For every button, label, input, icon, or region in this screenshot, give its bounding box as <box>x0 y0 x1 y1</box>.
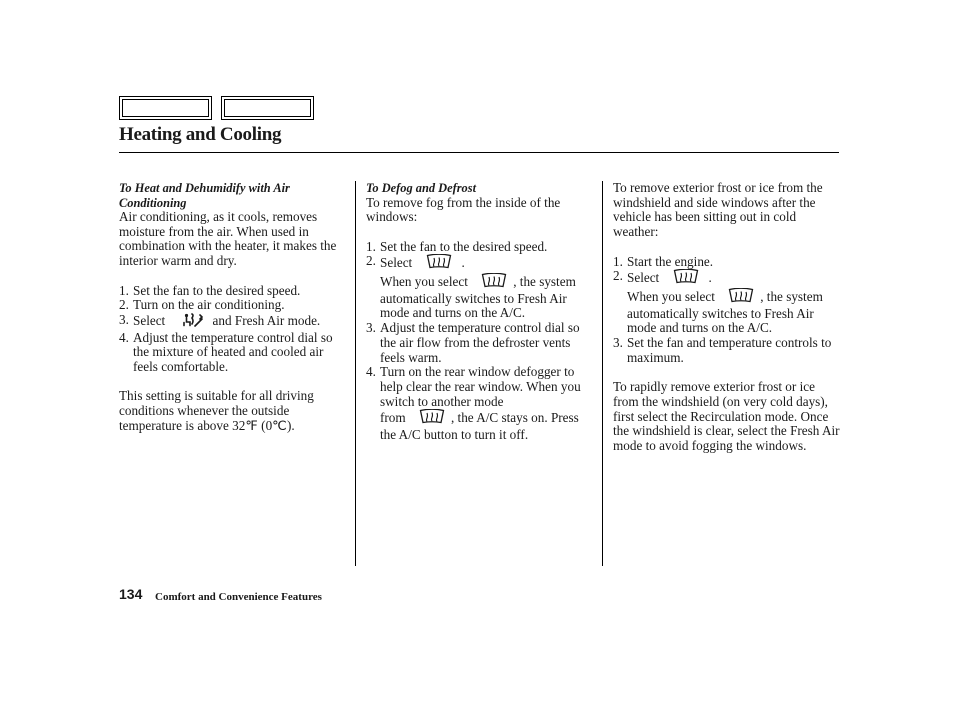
step-text-after-icon: . <box>708 270 712 286</box>
step-text: Select <box>380 255 413 271</box>
step-number: 1. <box>119 282 129 298</box>
section-heading: To Defog and Defrost <box>366 181 477 195</box>
section-name: Comfort and Convenience Features <box>155 591 322 603</box>
step-number: 3. <box>366 320 376 336</box>
page-footer <box>119 586 322 604</box>
step-text-after-icon: , the system automatically switches to Fresh Air mode and turns on the A/C. <box>627 288 823 336</box>
closing-paragraph: To rapidly remove exterior frost or ice from the windshield (on very cold days), first select the Recirculation mode. Once the windshield is clear, select the Fresh Air mode to avoid fogging the windows. <box>613 379 840 453</box>
list-item <box>119 298 347 313</box>
step-number: 4. <box>119 329 129 345</box>
step-number: 3. <box>613 335 623 351</box>
intro-paragraph: Air conditioning, as it cools, removes moisture from the air. When used in combination with the heater, it makes the interior warm and dry. <box>119 209 337 269</box>
list-item <box>119 331 347 375</box>
page-number: 134 <box>119 586 143 602</box>
column-exterior-frost <box>613 181 841 454</box>
column-divider-1 <box>355 181 356 566</box>
step-text: Adjust the temperature control dial so the mixture of heated and cooled air feels comfortable. <box>133 329 333 375</box>
step-number: 4. <box>366 364 376 380</box>
step-text: Adjust the temperature control dial so the air flow from the defroster vents feels warm. <box>380 320 580 365</box>
windshield-defrost-icon <box>673 269 699 288</box>
step-text: Start the engine. <box>627 253 714 269</box>
step-number: 2. <box>613 268 623 284</box>
page-title: Heating and Cooling <box>119 124 282 145</box>
step-text: Turn on the rear window defogger to help clear the rear window. When you switch to another mode <box>380 364 581 409</box>
list-item <box>366 240 596 255</box>
step-text-after-icon: , the A/C stays on. Press the A/C button to turn it off. <box>380 410 579 443</box>
title-rule <box>119 152 839 153</box>
step-text-from: from <box>380 410 406 426</box>
list-item <box>613 269 841 336</box>
list-item <box>119 313 347 331</box>
column-defog-defrost <box>366 181 596 443</box>
windshield-defrost-icon <box>728 288 754 307</box>
step-text-when: When you select <box>627 288 715 304</box>
closing-paragraph: This setting is suitable for all driving conditions whenever the outside temperature is above 32℉ (0℃). <box>119 388 314 433</box>
list-item <box>366 254 596 321</box>
windshield-defrost-icon <box>419 409 445 428</box>
step-text: Turn on the air conditioning. <box>133 297 285 313</box>
section-heading: To Heat and Dehumidify with Air Conditioning <box>119 181 290 210</box>
step-text: Select <box>133 312 166 328</box>
list-item <box>613 255 841 270</box>
step-number: 1. <box>613 253 623 269</box>
step-number: 1. <box>366 238 376 254</box>
step-number: 3. <box>119 311 129 327</box>
step-text: Set the fan to the desired speed. <box>133 282 301 298</box>
list-item <box>613 336 841 365</box>
header-tab-box-1 <box>119 96 212 120</box>
intro-paragraph: To remove fog from the inside of the windows: <box>366 194 561 225</box>
windshield-defrost-icon <box>426 254 452 273</box>
step-text-after-icon: , the system automatically switches to Fresh Air mode and turns on the A/C. <box>380 274 576 321</box>
step-text: Select <box>627 270 660 286</box>
step-text: Set the fan to the desired speed. <box>380 238 548 254</box>
floor-and-defrost-mode-icon <box>183 313 203 331</box>
step-text: Set the fan and temperature controls to maximum. <box>627 335 832 365</box>
step-number: 2. <box>366 253 376 269</box>
list-item <box>366 321 596 365</box>
column-heat-dehumidify <box>119 181 347 434</box>
windshield-defrost-icon <box>481 273 507 292</box>
intro-paragraph: To remove exterior frost or ice from the windshield and side windows after the vehicle has been sitting out in cold weather: <box>613 180 823 240</box>
column-divider-2 <box>602 181 603 566</box>
step-text-after-icon: and Fresh Air mode. <box>212 312 321 328</box>
step-text-when: When you select <box>380 274 468 289</box>
step-number: 2. <box>119 297 129 313</box>
step-text-after-icon: . <box>461 255 465 271</box>
list-item <box>366 365 596 443</box>
list-item <box>119 284 347 299</box>
header-tab-box-2 <box>221 96 314 120</box>
